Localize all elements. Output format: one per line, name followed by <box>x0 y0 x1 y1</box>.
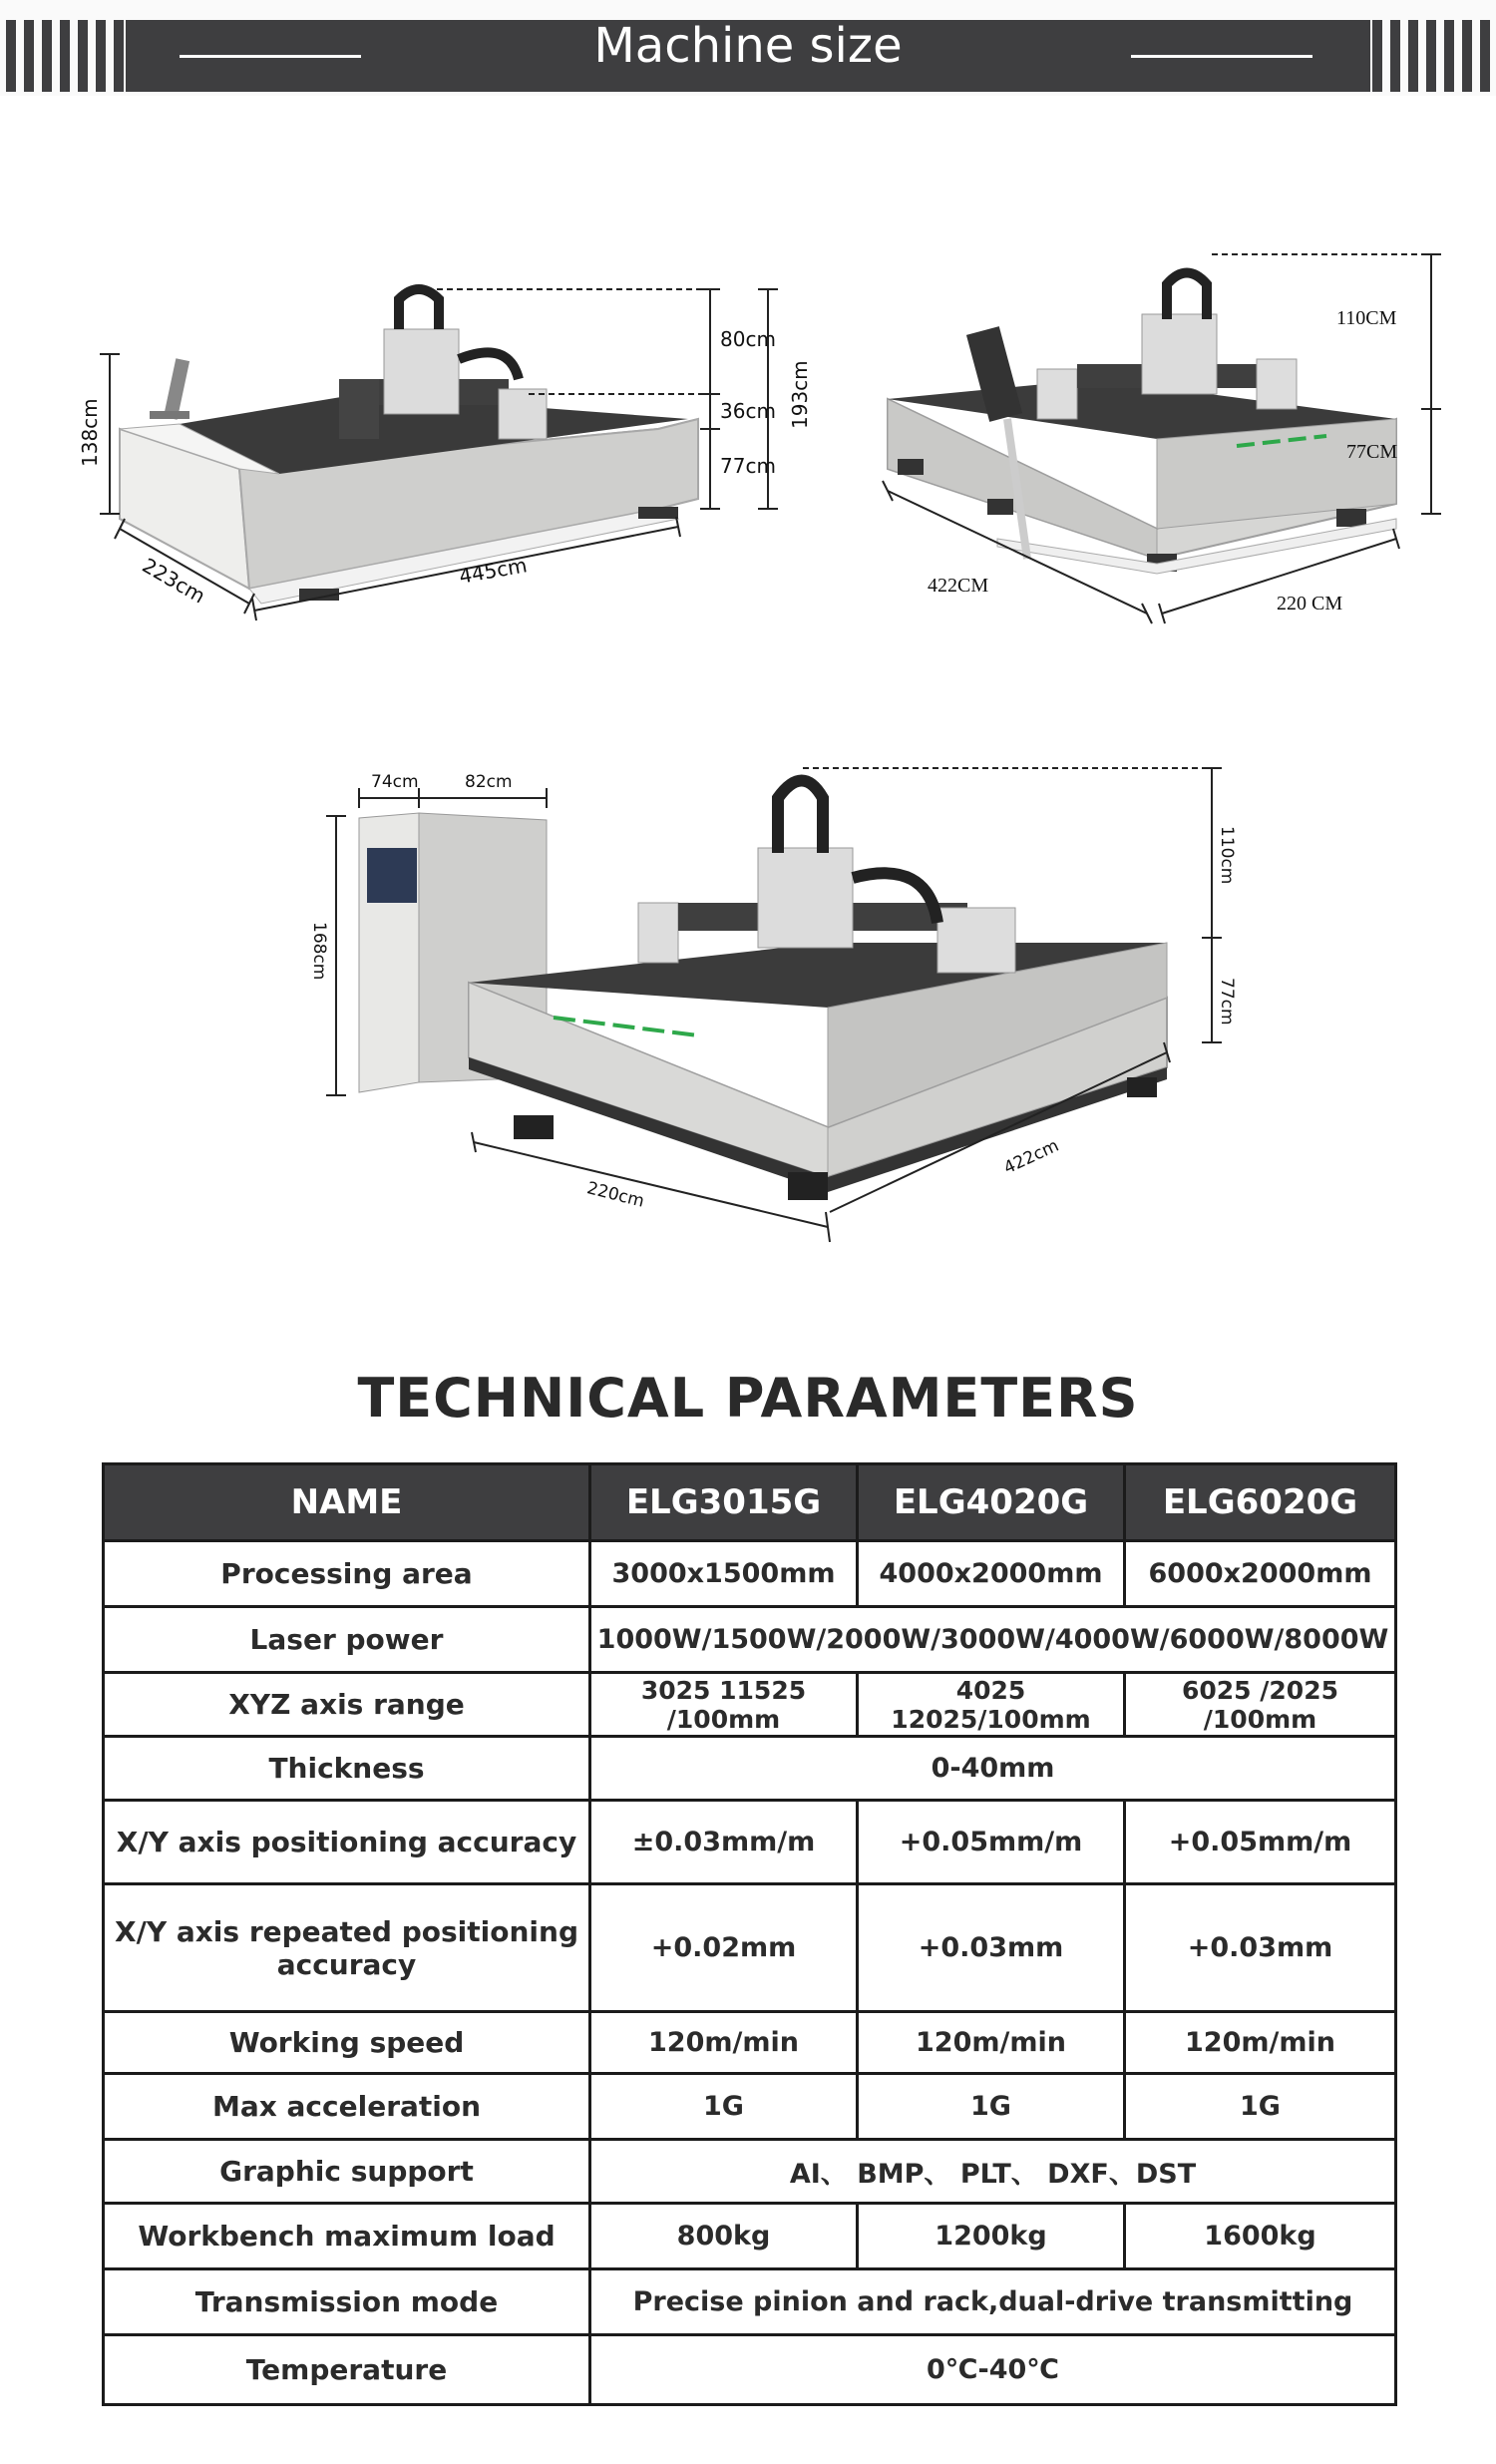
param-label: Transmission mode <box>104 2269 590 2335</box>
table-row <box>104 1737 1396 1801</box>
dim-138cm: 138cm <box>78 398 102 467</box>
dim-77cm: 77cm <box>1217 978 1237 1026</box>
table-row <box>104 2074 1396 2140</box>
param-value: 0℃-40℃ <box>590 2335 1396 2405</box>
param-value: 0-40mm <box>590 1737 1396 1801</box>
header-elg6020g: ELG6020G <box>1125 1464 1396 1541</box>
param-value: 1200kg <box>858 2204 1125 2269</box>
dim-445cm: 445cm <box>457 553 530 589</box>
param-value: AI、 BMP、 PLT、 DXF、DST <box>590 2140 1396 2204</box>
dim-80cm: 80cm <box>720 327 776 351</box>
param-value: +0.02mm <box>590 1884 858 2012</box>
param-value: 120m/min <box>1125 2012 1396 2074</box>
param-value: 1000W/1500W/2000W/3000W/4000W/6000W/8000W <box>590 1607 1396 1673</box>
dim-77cm: 77cm <box>720 454 776 478</box>
dim-110CM: 110CM <box>1336 307 1397 329</box>
param-value: Precise pinion and rack,dual-drive transmitting <box>590 2269 1396 2335</box>
param-value: 800kg <box>590 2204 858 2269</box>
table-row <box>104 2269 1396 2335</box>
table-row <box>104 1884 1396 2012</box>
dim-193cm: 193cm <box>788 360 812 429</box>
param-value: 4000x2000mm <box>858 1541 1125 1607</box>
param-label: X/Y axis positioning accuracy <box>104 1801 590 1884</box>
param-value: 120m/min <box>858 2012 1125 2074</box>
param-value: 1G <box>858 2074 1125 2140</box>
param-value: 4025 12025/100mm <box>858 1673 1125 1737</box>
dim-220cm: 220cm <box>584 1178 646 1212</box>
table-row <box>104 1541 1396 1607</box>
param-value: +0.03mm <box>858 1884 1125 2012</box>
table-row <box>104 1673 1396 1737</box>
parameters-table <box>102 1462 1397 2406</box>
banner-title: Machine size <box>593 18 903 74</box>
param-label: Workbench maximum load <box>104 2204 590 2269</box>
param-value: 3025 11525 /100mm <box>590 1673 858 1737</box>
param-label: Max acceleration <box>104 2074 590 2140</box>
dim-168cm: 168cm <box>309 922 329 981</box>
param-label: Processing area <box>104 1541 590 1607</box>
table-row <box>104 2335 1396 2405</box>
param-label: Temperature <box>104 2335 590 2405</box>
param-value: 6025 /2025 /100mm <box>1125 1673 1396 1737</box>
param-value: +0.05mm/m <box>1125 1801 1396 1884</box>
param-value: ±0.03mm/m <box>590 1801 858 1884</box>
dim-82cm: 82cm <box>465 772 513 792</box>
table-row <box>104 2140 1396 2204</box>
param-value: 1600kg <box>1125 2204 1396 2269</box>
param-value: 1G <box>590 2074 858 2140</box>
table-row <box>104 2012 1396 2074</box>
param-label: Working speed <box>104 2012 590 2074</box>
header-name: NAME <box>104 1464 590 1541</box>
table-row <box>104 1801 1396 1884</box>
param-value: 1G <box>1125 2074 1396 2140</box>
table-row <box>104 2204 1396 2269</box>
technical-parameters-title: TECHNICAL PARAMETERS <box>357 1367 1139 1430</box>
dim-74cm: 74cm <box>371 772 419 792</box>
param-label: X/Y axis repeated positioning accuracy <box>104 1884 590 2012</box>
table-row <box>104 1607 1396 1673</box>
header-elg3015g: ELG3015G <box>590 1464 858 1541</box>
param-label: Laser power <box>104 1607 590 1673</box>
dim-220CM: 220 CM <box>1277 593 1343 615</box>
param-label: XYZ axis range <box>104 1673 590 1737</box>
param-value: +0.05mm/m <box>858 1801 1125 1884</box>
table-header-row <box>104 1464 1396 1541</box>
header-elg4020g: ELG4020G <box>858 1464 1125 1541</box>
dim-77CM: 77CM <box>1346 441 1398 463</box>
param-value: +0.03mm <box>1125 1884 1396 2012</box>
dim-422CM: 422CM <box>928 575 989 597</box>
dim-36cm: 36cm <box>720 399 776 423</box>
param-value: 3000x1500mm <box>590 1541 858 1607</box>
param-value: 120m/min <box>590 2012 858 2074</box>
param-label: Graphic support <box>104 2140 590 2204</box>
param-value: 6000x2000mm <box>1125 1541 1396 1607</box>
dim-422cm: 422cm <box>1000 1135 1062 1179</box>
param-label: Thickness <box>104 1737 590 1801</box>
dim-110cm: 110cm <box>1217 826 1237 885</box>
dim-223cm: 223cm <box>138 553 210 609</box>
